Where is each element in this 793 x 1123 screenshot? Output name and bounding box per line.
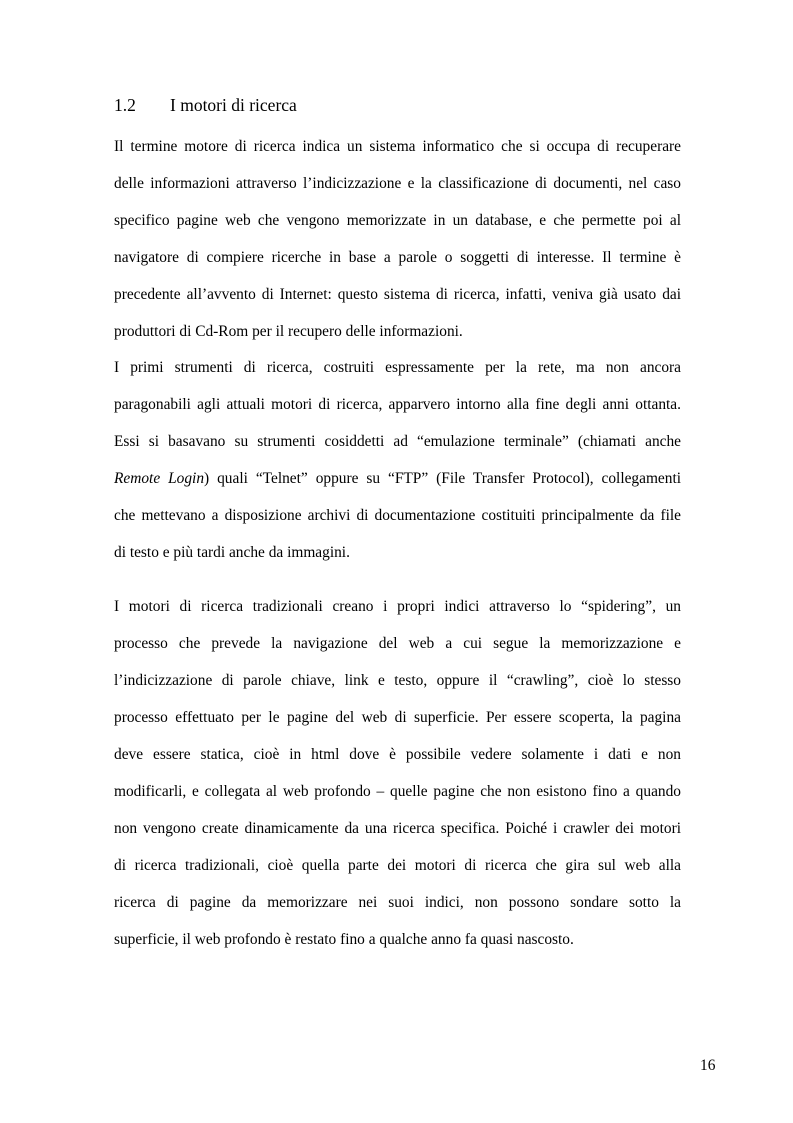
section-heading — [114, 95, 297, 116]
body-line: che mettevano a disposizione archivi di documentazione costituiti principalmente da file — [114, 507, 681, 524]
body-line: di ricerca tradizionali, cioè quella parte dei motori di ricerca che gira sul web alla — [114, 857, 681, 874]
body-line: specifico pagine web che vengono memorizzate in un database, e che permette poi al — [114, 212, 681, 229]
body-line: processo che prevede la navigazione del web a cui segue la memorizzazione e — [114, 635, 681, 652]
body-line: modificarli, e collegata al web profondo – quelle pagine che non esistono fino a quando — [114, 783, 681, 800]
body-line-rest: ) quali “Telnet” oppure su “FTP” (File Transfer Protocol), collegamenti — [204, 470, 682, 487]
body-line: deve essere statica, cioè in html dove è possibile vedere solamente i dati e non — [114, 746, 681, 763]
body-line: ricerca di pagine da memorizzare nei suoi indici, non possono sondare sotto la — [114, 894, 681, 911]
body-line: processo effettuato per le pagine del web di superficie. Per essere scoperta, la pagina — [114, 709, 681, 726]
italic-term: Remote Login — [114, 470, 205, 487]
body-line: I primi strumenti di ricerca, costruiti espressamente per la rete, ma non ancora — [114, 359, 681, 376]
body-line: paragonabili agli attuali motori di ricerca, apparvero intorno alla fine degli anni ottanta. — [114, 396, 681, 413]
body-line: di testo e più tardi anche da immagini. — [114, 544, 350, 561]
section-title: I motori di ricerca — [170, 95, 297, 115]
body-line: Essi si basavano su strumenti cosiddetti ad “emulazione terminale” (chiamati anche — [114, 433, 681, 450]
body-line: delle informazioni attraverso l’indicizzazione e la classificazione di documenti, nel caso — [114, 175, 681, 192]
section-number: 1.2 — [114, 95, 136, 115]
body-line: produttori di Cd-Rom per il recupero delle informazioni. — [114, 323, 463, 340]
body-line: I motori di ricerca tradizionali creano i propri indici attraverso lo “spidering”, un — [114, 598, 681, 615]
body-line: navigatore di compiere ricerche in base a parole o soggetti di interesse. Il termine è — [114, 249, 681, 266]
body-line: superficie, il web profondo è restato fino a qualche anno fa quasi nascosto. — [114, 931, 574, 948]
body-line: l’indicizzazione di parole chiave, link e testo, oppure il “crawling”, cioè lo stesso — [114, 672, 681, 689]
body-line — [114, 469, 681, 489]
body-line: precedente all’avvento di Internet: questo sistema di ricerca, infatti, veniva già usato dai — [114, 286, 681, 303]
page-number: 16 — [700, 1057, 716, 1074]
body-line: non vengono create dinamicamente da una ricerca specifica. Poiché i crawler dei motori — [114, 820, 681, 837]
body-line: Il termine motore di ricerca indica un sistema informatico che si occupa di recuperare — [114, 138, 681, 155]
